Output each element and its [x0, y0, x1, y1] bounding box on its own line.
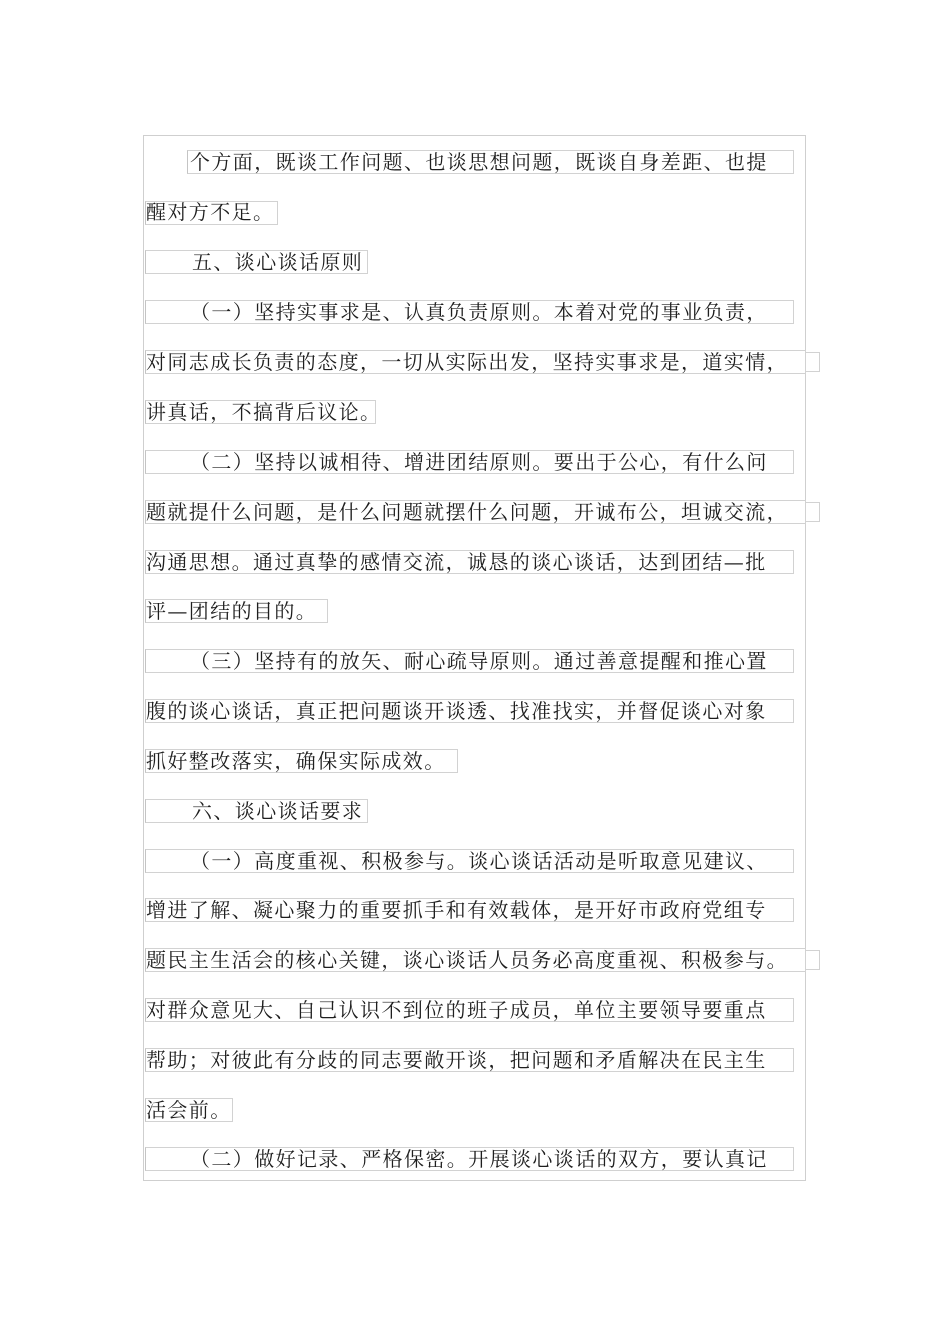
- section-heading: 五、谈心谈话原则: [192, 250, 364, 274]
- text-line: 对同志成长负责的态度，一切从实际出发，坚持实事求是，道实情，: [146, 350, 788, 374]
- text-line: 腹的谈心谈话，真正把问题谈开谈透、找准找实，并督促谈心对象: [146, 699, 767, 723]
- text-line: （二）做好记录、严格保密。开展谈心谈话的双方，要认真记: [190, 1147, 768, 1171]
- text-line: 醒对方不足。: [146, 200, 275, 224]
- text-line: 评—团结的目的。: [146, 599, 318, 623]
- text-line: 题就提什么问题，是什么问题就摆什么问题，开诚布公，坦诚交流，: [146, 500, 788, 524]
- text-line: （一）坚持实事求是、认真负责原则。本着对党的事业负责，: [190, 300, 768, 324]
- overflow-marker: [806, 950, 820, 970]
- text-line: 对群众意见大、自己认识不到位的班子成员，单位主要领导要重点: [146, 998, 767, 1022]
- text-line: 题民主生活会的核心关键，谈心谈话人员务必高度重视、积极参与。: [146, 948, 788, 972]
- text-line: 沟通思想。通过真挚的感情交流，诚恳的谈心谈话，达到团结—批: [146, 550, 767, 574]
- text-line: （一）高度重视、积极参与。谈心谈话活动是听取意见建议、: [190, 849, 768, 873]
- section-heading: 六、谈心谈话要求: [192, 799, 364, 823]
- text-line: 活会前。: [146, 1098, 232, 1122]
- text-line: 讲真话，不搞背后议论。: [146, 400, 382, 424]
- text-line: 抓好整改落实，确保实际成效。: [146, 749, 446, 773]
- text-line: 个方面，既谈工作问题、也谈思想问题，既谈自身差距、也提: [190, 150, 768, 174]
- overflow-marker: [806, 502, 820, 522]
- text-line: （三）坚持有的放矢、耐心疏导原则。通过善意提醒和推心置: [190, 649, 768, 673]
- overflow-marker: [806, 352, 820, 372]
- text-line: 帮助；对彼此有分歧的同志要敞开谈，把问题和矛盾解决在民主生: [146, 1048, 767, 1072]
- text-line: （二）坚持以诚相待、增进团结原则。要出于公心，有什么问: [190, 450, 768, 474]
- text-line: 增进了解、凝心聚力的重要抓手和有效载体，是开好市政府党组专: [146, 898, 767, 922]
